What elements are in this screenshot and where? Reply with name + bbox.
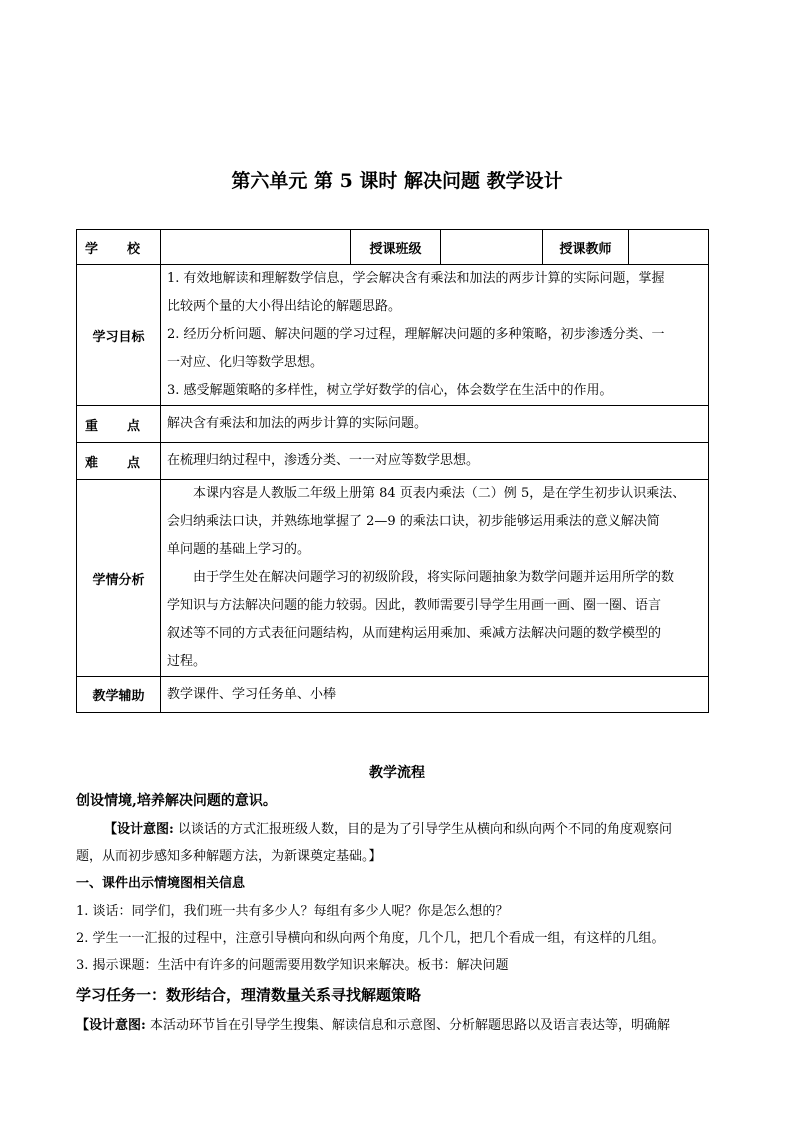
analysis-line: 过程。 — [167, 654, 207, 669]
flow-item: 2. 学生一一汇报的过程中，注意引导横向和纵向两个角度，几个几，把几个看成一组，有这样的几组。 — [76, 931, 665, 946]
document-title: 第六单元 第 5 课时 解决问题 教学设计 — [231, 170, 563, 192]
design-intent-2: 【设计意图: 本活动环节旨在引导学生搜集、解读信息和示意图、分析解题思路以及语言表达等，明确解 — [76, 1018, 670, 1033]
teacher-value — [629, 230, 709, 265]
analysis-line: 单问题的基础上学习的。 — [167, 542, 311, 557]
table-row — [77, 230, 709, 265]
table-row — [77, 480, 709, 677]
school-value — [161, 230, 351, 265]
table-row — [77, 406, 709, 443]
key-point-text: 解决含有乘法和加法的两步计算的实际问题。 — [161, 406, 709, 443]
task-1-title: 学习任务一：数形结合，理清数量关系寻找解题策略 — [76, 986, 422, 1004]
goal-content — [161, 265, 709, 406]
table-row — [77, 443, 709, 480]
analysis-line: 由于学生处在解决问题学习的初级阶段，将实际问题抽象为数学问题并运用所学的数 — [193, 570, 675, 585]
flow-item: 1. 谈话：同学们，我们班一共有多少人？每组有多少人呢？你是怎么想的？ — [76, 904, 509, 919]
design-intent-1-line2: 题，从而初步感知多种解题方法，为新课奠定基础。】 — [76, 849, 382, 864]
analysis-content — [161, 480, 709, 677]
analysis-line: 本课内容是人教版二年级上册第 84 页表内乘法（二）例 5，是在学生初步认识乘法、 — [193, 486, 686, 501]
analysis-label: 学情分析 — [77, 480, 161, 677]
section-1-title: 一、课件出示情境图相关信息 — [76, 876, 246, 891]
design-intent-1-line1: 【设计意图: 以谈话的方式汇报班级人数，目的是为了引导学生从横向和纵向两个不同的角度观察问 — [104, 822, 672, 837]
analysis-line: 学知识与方法解决问题的能力较弱。因此，教师需要引导学生用画一画、圈一圈、语言 — [167, 598, 662, 613]
intro-title: 创设情境,培养解决问题的意识。 — [76, 793, 277, 809]
class-label: 授课班级 — [351, 230, 441, 265]
analysis-line: 叙述等不同的方式表征问题结构，从而建构运用乘加、乘减方法解决问题的数学模型的 — [167, 626, 662, 641]
flow-item: 3. 揭示课题：生活中有许多的问题需要用数学知识来解决。板书：解决问题 — [76, 958, 509, 973]
goal-line: 3. 感受解题策略的多样性，树立学好数学的信心，体会数学在生活中的作用。 — [167, 383, 613, 398]
teacher-label: 授课教师 — [543, 230, 629, 265]
flow-heading: 教学流程 — [369, 765, 425, 781]
goal-label: 学习目标 — [77, 265, 161, 406]
table-row — [77, 677, 709, 713]
goal-line: 2. 经历分析问题、解决问题的学习过程，理解解决问题的多种策略，初步渗透分类、一 — [167, 327, 665, 342]
analysis-line: 会归纳乘法口诀，并熟练地掌握了 2—9 的乘法口诀，初步能够运用乘法的意义解决简 — [167, 514, 660, 529]
key-point-label: 重 点 — [77, 406, 161, 443]
class-value — [441, 230, 543, 265]
goal-line: 1. 有效地解读和理解数学信息，学会解决含有乘法和加法的两步计算的实际问题，掌握 — [167, 271, 665, 286]
lesson-info-table — [76, 229, 709, 713]
teaching-aid-text: 教学课件、学习任务单、小棒 — [161, 677, 709, 713]
school-label: 学 校 — [77, 230, 161, 265]
difficulty-label: 难 点 — [77, 443, 161, 480]
table-row — [77, 265, 709, 406]
goal-line: 一对应、化归等数学思想。 — [167, 355, 324, 370]
teaching-aid-label: 教学辅助 — [77, 677, 161, 713]
difficulty-text: 在梳理归纳过程中，渗透分类、一一对应等数学思想。 — [161, 443, 709, 480]
goal-line: 比较两个量的大小得出结论的解题思路。 — [167, 299, 402, 314]
